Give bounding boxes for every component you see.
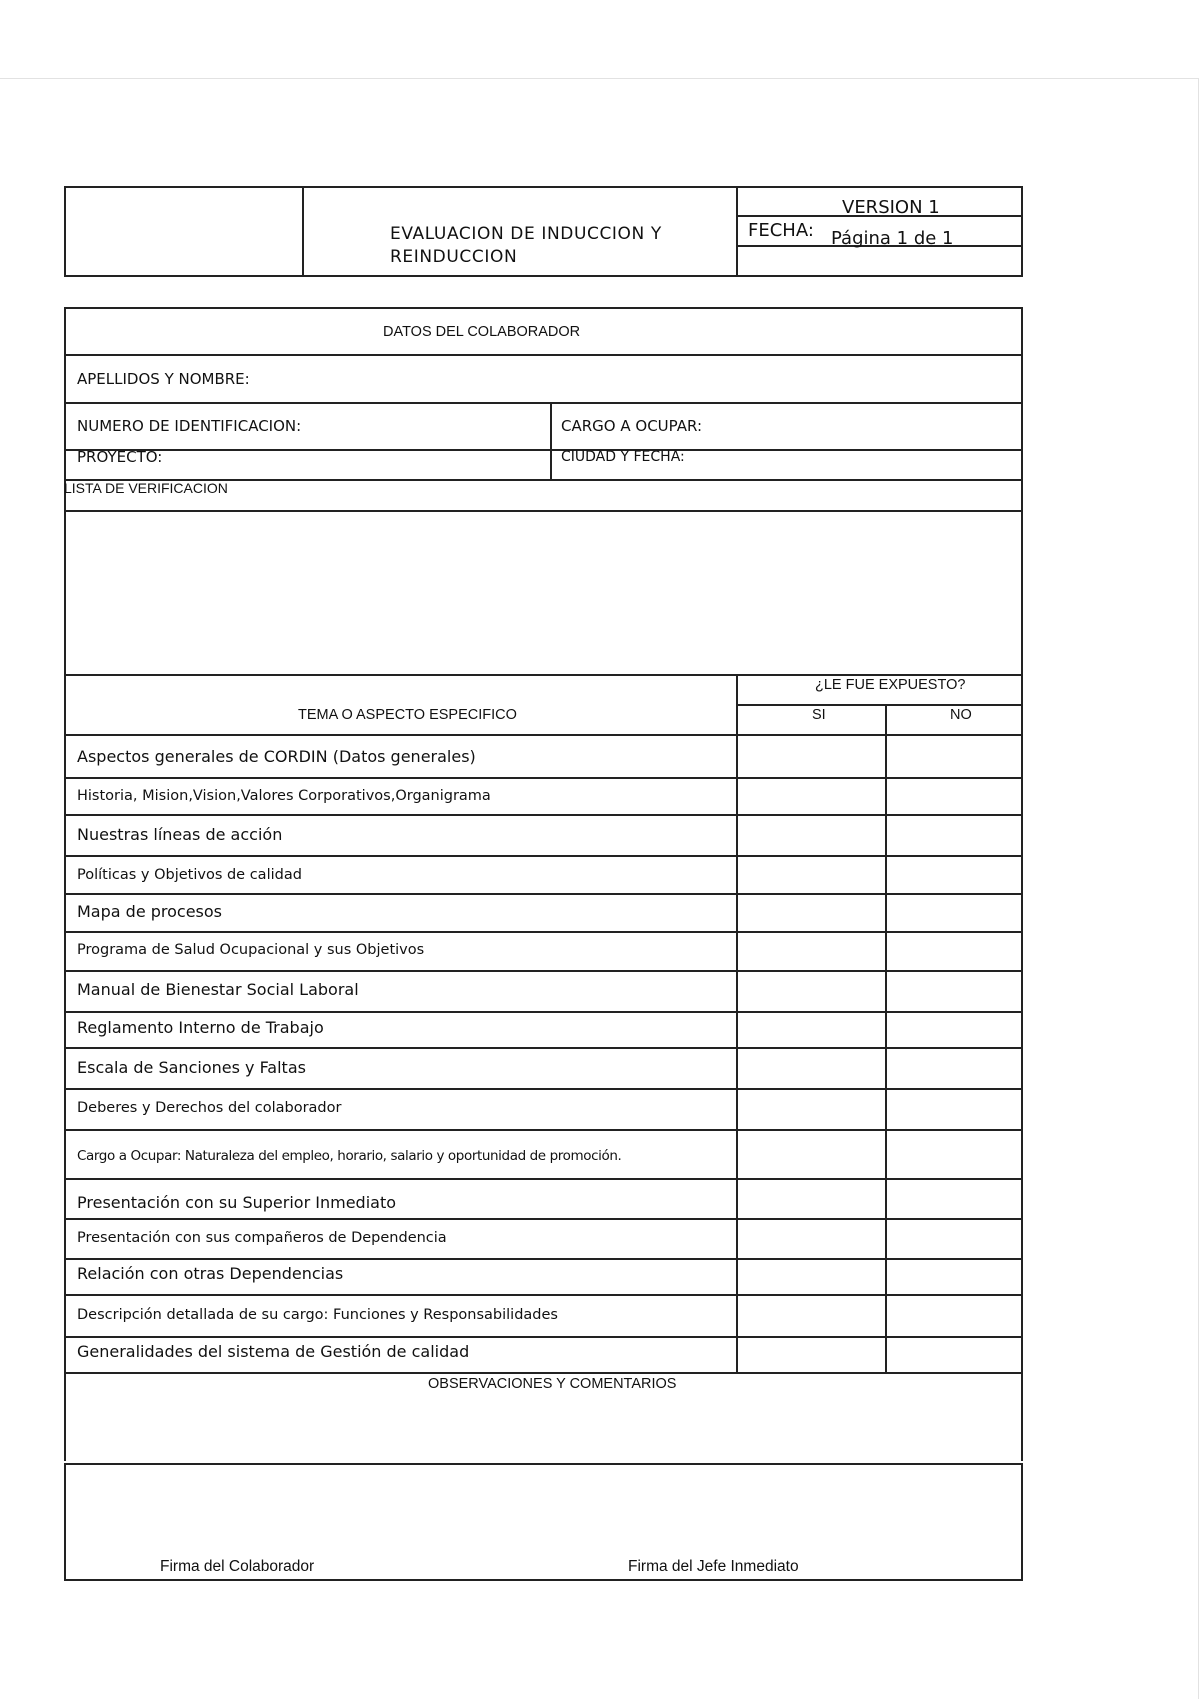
- checklist-row-label: Reglamento Interno de Trabajo: [77, 1018, 324, 1037]
- firma-colaborador-area[interactable]: [70, 1468, 540, 1558]
- no-cell[interactable]: [888, 896, 1020, 930]
- si-cell[interactable]: [739, 858, 884, 892]
- si-cell[interactable]: [739, 1181, 884, 1217]
- no-cell[interactable]: [888, 1132, 1020, 1177]
- lista-verificacion-label: LISTA DE VERIFICACION: [64, 480, 228, 496]
- no-cell[interactable]: [888, 1014, 1020, 1046]
- checklist-row-label: Relación con otras Dependencias: [77, 1264, 344, 1283]
- si-cell[interactable]: [739, 737, 884, 776]
- no-cell[interactable]: [888, 817, 1020, 854]
- blank-area: [66, 512, 1021, 674]
- datos-section-title: DATOS DEL COLABORADOR: [383, 324, 581, 340]
- no-cell[interactable]: [888, 737, 1020, 776]
- document-title-line1: EVALUACION DE INDUCCION Y: [390, 224, 662, 244]
- no-cell[interactable]: [888, 973, 1020, 1010]
- checklist-row-label: Manual de Bienestar Social Laboral: [77, 980, 359, 999]
- checklist-row-label: Programa de Salud Ocupacional y sus Objetivos: [77, 942, 425, 958]
- si-cell[interactable]: [739, 1132, 884, 1177]
- no-cell[interactable]: [888, 934, 1020, 969]
- si-header: SI: [812, 707, 826, 723]
- no-cell[interactable]: [888, 1221, 1020, 1257]
- fecha-label: FECHA:: [748, 220, 814, 241]
- firma-colaborador-label: Firma del Colaborador: [160, 1558, 315, 1575]
- checklist-row-label: Nuestras líneas de acción: [77, 825, 283, 844]
- logo-cell: [66, 188, 302, 275]
- observaciones-title: OBSERVACIONES Y COMENTARIOS: [428, 1376, 677, 1392]
- si-cell[interactable]: [739, 817, 884, 854]
- si-cell[interactable]: [739, 780, 884, 813]
- checklist-row-label: Mapa de procesos: [77, 902, 223, 921]
- no-cell[interactable]: [888, 1050, 1020, 1087]
- ciudad-fecha-label: CIUDAD Y FECHA:: [561, 449, 685, 465]
- checklist-row-label: Escala de Sanciones y Faltas: [77, 1058, 306, 1077]
- ciudad-fecha-field[interactable]: [695, 451, 1017, 477]
- apellidos-field[interactable]: [260, 358, 1018, 400]
- expuesto-header: ¿LE FUE EXPUESTO?: [815, 677, 966, 693]
- no-cell[interactable]: [888, 1181, 1020, 1217]
- no-cell[interactable]: [888, 1297, 1020, 1335]
- checklist-row-label: Políticas y Objetivos de calidad: [77, 867, 302, 883]
- no-cell[interactable]: [888, 1339, 1020, 1371]
- firma-jefe-label: Firma del Jefe Inmediato: [628, 1558, 799, 1575]
- checklist-row-label: Historia, Mision,Vision,Valores Corporativos,Organigrama: [77, 788, 491, 804]
- identificacion-field[interactable]: [310, 405, 546, 447]
- apellidos-label: APELLIDOS Y NOMBRE:: [77, 370, 250, 388]
- si-cell[interactable]: [739, 1014, 884, 1046]
- si-cell[interactable]: [739, 896, 884, 930]
- no-cell[interactable]: [888, 1261, 1020, 1293]
- no-cell[interactable]: [888, 1091, 1020, 1128]
- checklist-row-label: Descripción detallada de su cargo: Funciones y Responsabilidades: [77, 1307, 558, 1323]
- si-cell[interactable]: [739, 1050, 884, 1087]
- checklist-row-label: Deberes y Derechos del colaborador: [77, 1100, 342, 1116]
- checklist-row-label: Aspectos generales de CORDIN (Datos generales): [77, 747, 476, 766]
- si-cell[interactable]: [739, 934, 884, 969]
- si-cell[interactable]: [739, 1221, 884, 1257]
- checklist-row-label: Generalidades del sistema de Gestión de calidad: [77, 1342, 470, 1361]
- observaciones-field[interactable]: [68, 1395, 1018, 1457]
- firma-jefe-area[interactable]: [550, 1468, 1015, 1558]
- si-cell[interactable]: [739, 1091, 884, 1128]
- version-label: VERSION 1: [842, 197, 940, 218]
- no-cell[interactable]: [888, 780, 1020, 813]
- cargo-label: CARGO A OCUPAR:: [561, 417, 703, 435]
- checklist-row-label: Presentación con su Superior Inmediato: [77, 1193, 396, 1212]
- proyecto-label: PROYECTO:: [77, 448, 163, 466]
- proyecto-field[interactable]: [170, 451, 546, 477]
- no-header: NO: [950, 707, 972, 723]
- si-cell[interactable]: [739, 1261, 884, 1293]
- si-cell[interactable]: [739, 1339, 884, 1371]
- no-cell[interactable]: [888, 858, 1020, 892]
- si-cell[interactable]: [739, 1297, 884, 1335]
- identificacion-label: NUMERO DE IDENTIFICACION:: [77, 417, 302, 435]
- tema-header: TEMA O ASPECTO ESPECIFICO: [298, 707, 517, 723]
- si-cell[interactable]: [739, 973, 884, 1010]
- checklist-row-label: Cargo a Ocupar: Naturaleza del empleo, horario, salario y oportunidad de promoción.: [77, 1148, 622, 1164]
- document-title-line2: REINDUCCION: [390, 247, 518, 267]
- checklist-row-label: Presentación con sus compañeros de Dependencia: [77, 1230, 447, 1246]
- page-number: Página 1 de 1: [831, 228, 954, 249]
- cargo-field[interactable]: [705, 405, 1017, 447]
